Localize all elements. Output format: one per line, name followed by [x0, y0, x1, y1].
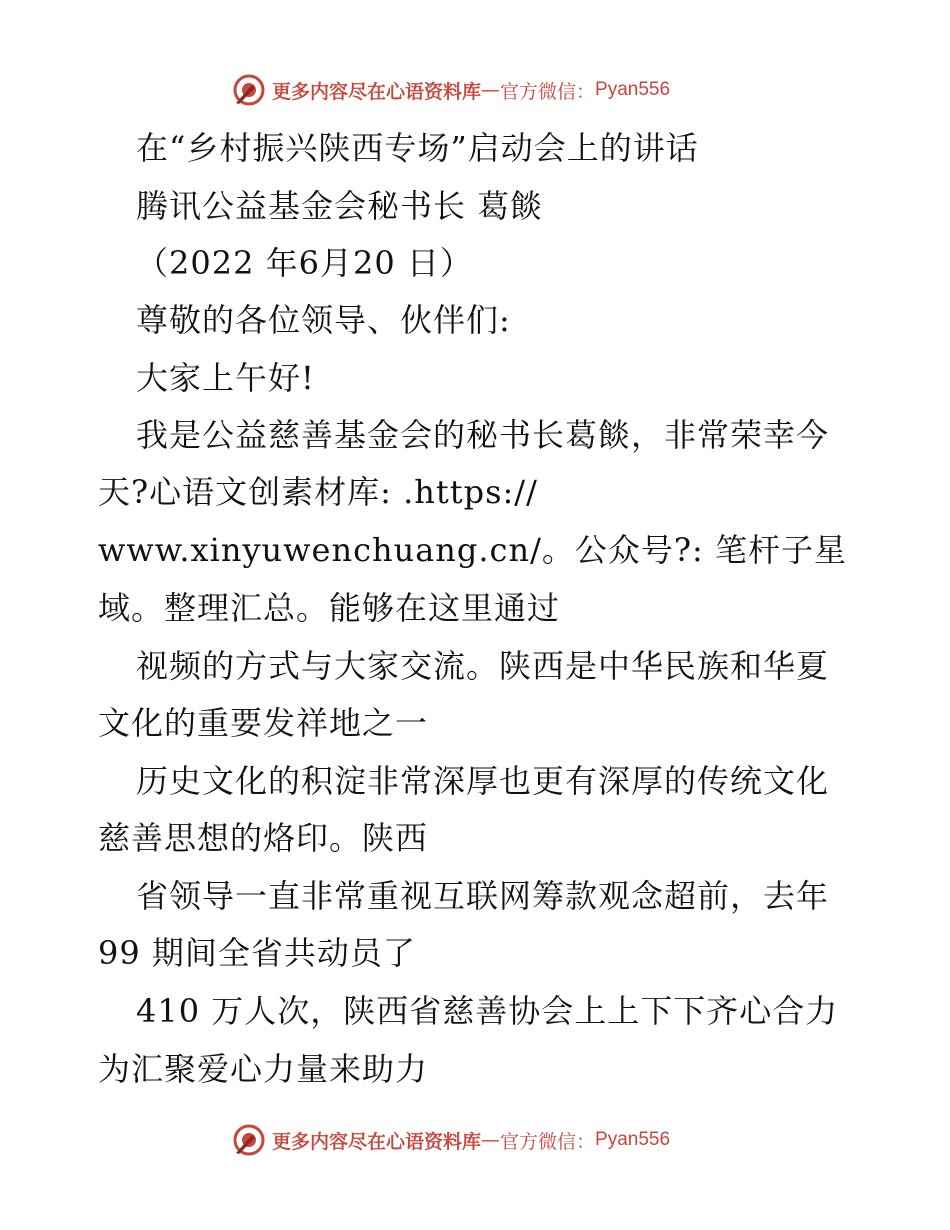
speaker-line: 腾讯公益基金会秘书长 葛餤: [136, 187, 544, 225]
paragraph-line: 域。整理汇总。能够在这里通过: [98, 589, 561, 627]
pen-logo-icon: [232, 1123, 266, 1157]
date-line: （2022 年6月20 日）: [136, 244, 473, 282]
paragraph-line: 99 期间全省共动员了: [98, 934, 416, 972]
header-watermark-banner: [232, 72, 670, 108]
banner-dash: —: [481, 79, 501, 101]
greeting-line: 大家上午好!: [136, 359, 315, 397]
paragraph-line: www.xinyuwenchuang.cn/。公众号?: 笔杆子星: [98, 531, 847, 569]
paragraph-line: 410 万人次，陕西省慈善协会上上下下齐心合力: [136, 992, 839, 1030]
salutation-line: 尊敬的各位领导、伙伴们:: [136, 301, 511, 339]
paragraph-line: 文化的重要发祥地之一: [98, 704, 429, 742]
pen-logo-icon: [232, 73, 266, 107]
banner-wechat-id: Pyan556: [595, 79, 671, 100]
footer-watermark-banner: [232, 1122, 670, 1158]
document-title: 在“乡村振兴陕西专场”启动会上的讲话: [136, 129, 699, 167]
paragraph-line: 天?心语文创素材库: .https://: [98, 473, 538, 511]
paragraph-line: 历史文化的积淀非常深厚也更有深厚的传统文化: [136, 762, 830, 800]
banner-wechat-label: 官方微信：: [500, 80, 596, 103]
paragraph-line: 为汇聚爱心力量来助力: [98, 1050, 429, 1088]
paragraph-line: 省领导一直非常重视互联网筹款观念超前，去年: [136, 877, 830, 915]
banner-dash: —: [481, 1129, 501, 1151]
paragraph-line: 视频的方式与大家交流。陕西是中华民族和华夏: [136, 647, 830, 685]
banner-main-text: 更多内容尽在心语资料库: [272, 80, 482, 103]
banner-main-text: 更多内容尽在心语资料库: [272, 1130, 482, 1153]
banner-wechat-label: 官方微信：: [500, 1130, 596, 1153]
paragraph-line: 慈善思想的烙印。陕西: [98, 819, 429, 857]
paragraph-line: 我是公益慈善基金会的秘书长葛餤，非常荣幸今: [136, 416, 830, 454]
banner-wechat-id: Pyan556: [595, 1129, 671, 1150]
